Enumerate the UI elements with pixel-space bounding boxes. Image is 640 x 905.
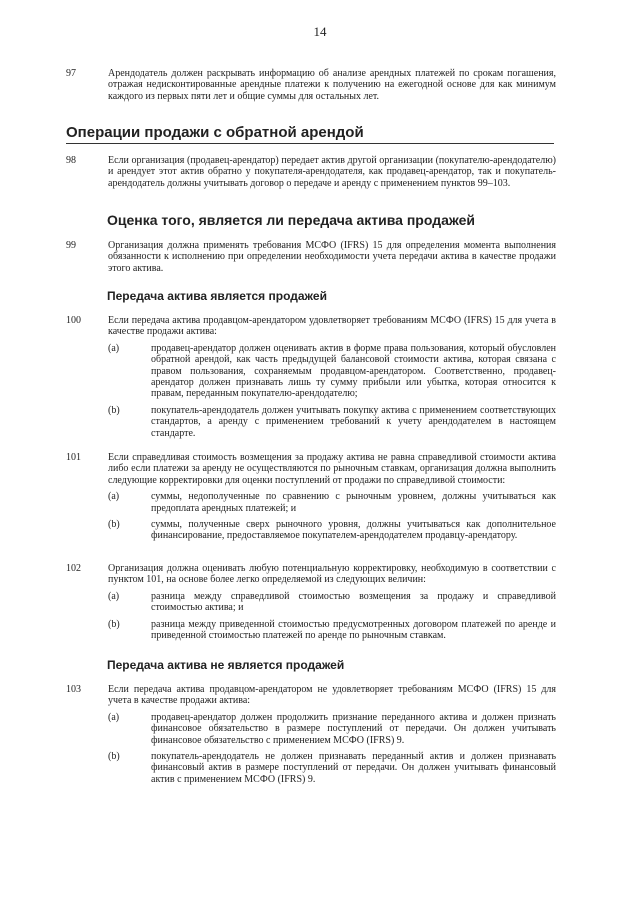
list-item xyxy=(108,619,556,642)
list-item-label: (b) xyxy=(108,404,120,416)
list-item xyxy=(108,343,556,400)
paragraph-text: Организация должна оценивать любую потенциальную корректировку, необходимую в соответствии с пунктом 101, на основе более легко определяемой из следующих величин: xyxy=(108,563,556,586)
list-item-text: продавец-арендатор должен продолжить признание переданного актива и должен признать финансовое обязательство в размере поступлений от передачи. Он должен учитывать финансовое обязательство с применением МСФО (IFRS) 9. xyxy=(151,711,556,746)
list-item xyxy=(108,519,556,542)
list-item-label: (a) xyxy=(108,342,120,354)
list-item-label: (a) xyxy=(108,491,120,503)
list-item xyxy=(108,405,556,439)
list-item-text: разница между приведенной стоимостью предусмотренных договором платежей по аренде и приведенной стоимостью платежей по аренде по рыночным ставкам. xyxy=(151,618,556,642)
paragraph-103 xyxy=(66,684,556,785)
list-item xyxy=(108,591,556,614)
paragraph-98 xyxy=(66,155,556,189)
list-item-label: (b) xyxy=(108,751,120,763)
paragraph-number: 100 xyxy=(66,315,81,326)
paragraph-99 xyxy=(66,240,556,274)
list-item-text: суммы, полученные сверх рыночного уровня, должны учитываться как дополнительное финансирование, предоставляемое покупателем-арендодателем продавцу-арендатору. xyxy=(151,519,556,542)
list-item-text: покупатель-арендодатель не должен признавать переданный актив и должен признавать финансовый актив в размере поступлений от передачи. Он должен учитывать финансовый актив с применением МСФО (IFRS) 9. xyxy=(151,751,556,785)
list-item xyxy=(108,712,556,746)
list-item-text: суммы, недополученные по сравнению с рыночным уровнем, должны учитываться как предоплата арендных платежей; и xyxy=(151,491,556,514)
paragraph-97 xyxy=(66,68,556,102)
paragraph-number: 97 xyxy=(66,68,76,79)
paragraph-text: Если передача актива продавцом-арендатором не удовлетворяет требованиям МСФО (IFRS) 15 для учета в качестве продажи актива: xyxy=(108,684,556,707)
paragraph-text: Арендодатель должен раскрывать информацию об анализе арендных платежей по срокам погашения, отражая недисконтированные арендные платежи к получению на ежегодной основе для как минимум каждого из первых пяти лет и общие суммы для остальных лет. xyxy=(108,68,556,102)
paragraph-100 xyxy=(66,315,556,439)
paragraph-number: 103 xyxy=(66,684,81,695)
list-item-label: (a) xyxy=(108,711,120,723)
list-item-text: продавец-арендатор должен оценивать актив в форме права пользования, который обусловлен обратной арендой, как часть предыдущей балансовой стоимости актива, которая связана с правом пользования, сохраняемым продавцом-арендатором. Соответственно, продавец-арендатор должен признавать лишь ту сумму прибыли или убытка, которая относится к правам, переданным покупателю-арендодателю; xyxy=(151,342,556,400)
list-item-label: (b) xyxy=(108,519,120,531)
paragraph-number: 98 xyxy=(66,155,76,166)
paragraph-101 xyxy=(66,452,556,542)
list-item-label: (b) xyxy=(108,618,120,630)
page-number: 14 xyxy=(313,24,327,39)
list-item xyxy=(108,751,556,785)
subsection-heading-is-sale: Передача актива является продажей xyxy=(107,289,327,303)
paragraph-number: 101 xyxy=(66,452,81,463)
list-item-label: (a) xyxy=(108,590,120,602)
section-heading-sale-leaseback: Операции продажи с обратной арендой xyxy=(66,124,364,141)
subsection-heading-assess: Оценка того, является ли передача актива продажей xyxy=(107,212,476,228)
paragraph-text: Если организация (продавец-арендатор) передает актив другой организации (покупателю-арендодателю) и арендует этот актив обратно у покупателя-арендодателя, как продавец-арендатор, так и покупатель-арендодатель должны учитывать договор о передаче и аренду с применением пунктов 99–103. xyxy=(108,155,556,189)
paragraph-102 xyxy=(66,563,556,641)
paragraph-text: Организация должна применять требования МСФО (IFRS) 15 для определения момента выполнения обязанности к исполнению при определении необходимости учета передачи актива в качестве продажи этого актива. xyxy=(108,240,556,274)
paragraph-text: Если справедливая стоимость возмещения за продажу актива не равна справедливой стоимости актива либо если платежи за аренду не осуществляются по рыночным ставкам, организация должна выполнить следующие корректировки для оценки поступлений от продажи по справедливой стоимости: xyxy=(108,452,556,486)
paragraph-text: Если передача актива продавцом-арендатором удовлетворяет требованиям МСФО (IFRS) 15 для учета в качестве продажи актива: xyxy=(108,315,556,338)
subsection-heading-not-sale: Передача актива не является продажей xyxy=(107,658,345,672)
list-item xyxy=(108,491,556,514)
list-item-text: покупатель-арендодатель должен учитывать покупку актива с применением соответствующих стандартов, а аренду с применением требований к учету арендодателем в настоящем стандарте. xyxy=(151,404,556,439)
list-item-text: разница между справедливой стоимостью возмещения за продажу и справедливой стоимостью актива; и xyxy=(151,590,556,614)
paragraph-number: 99 xyxy=(66,240,76,251)
heading-underline xyxy=(66,143,554,144)
paragraph-number: 102 xyxy=(66,563,81,574)
